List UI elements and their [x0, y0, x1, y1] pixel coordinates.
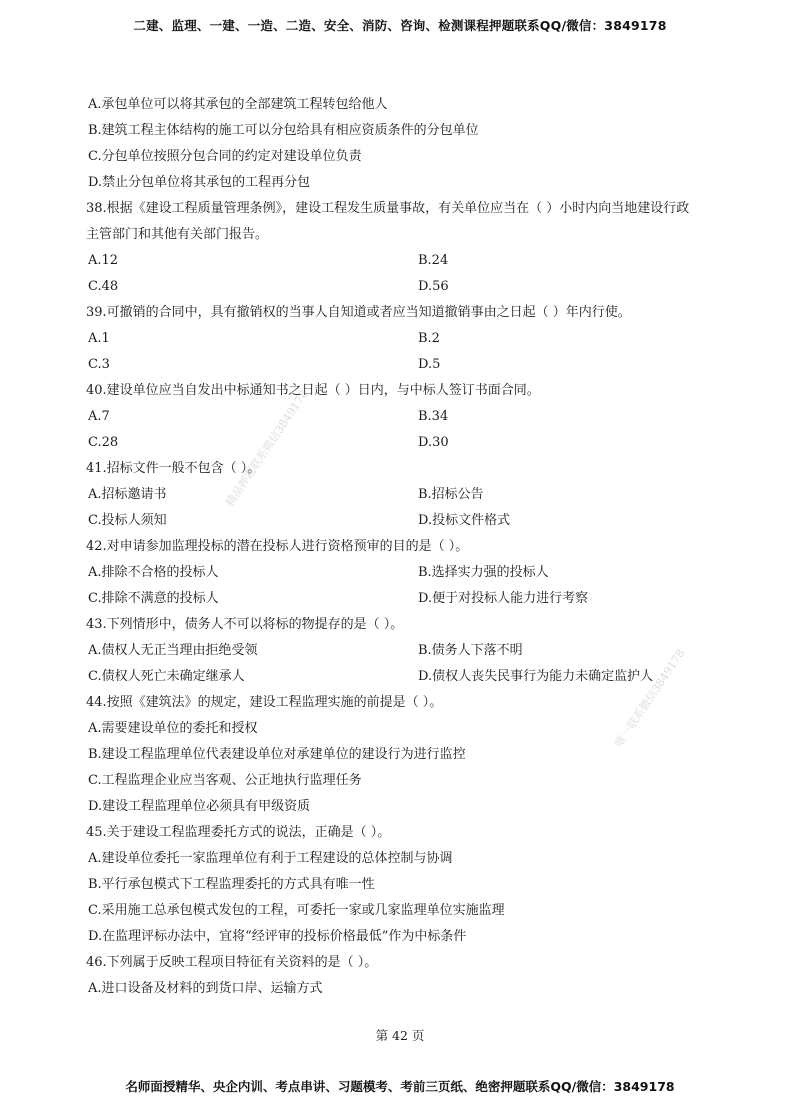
- question-text: 46.下列属于反映工程项目特征有关资料的是（ ）。: [86, 955, 378, 970]
- option-row: [86, 248, 746, 274]
- option-text: A.7: [88, 409, 110, 424]
- option-text: D.5: [418, 357, 441, 372]
- option-text: D.建设工程监理单位必须具有甲级资质: [88, 799, 311, 814]
- option-text: D.禁止分包单位将其承包的工程再分包: [88, 175, 311, 190]
- option-text: A.建设单位委托一家监理单位有利于工程建设的总体控制与协调: [88, 851, 453, 866]
- option-text: A.1: [88, 331, 110, 346]
- option-text: C.债权人死亡未确定继承人: [88, 669, 245, 684]
- option-text: C.分包单位按照分包合同的约定对建设单位负责: [88, 149, 362, 164]
- option-row: [86, 274, 746, 300]
- option-text: B.24: [418, 253, 449, 268]
- option-text: D.56: [418, 279, 449, 294]
- question-text: 40.建设单位应当自发出中标通知书之日起（ ）日内，与中标人签订书面合同。: [86, 383, 540, 398]
- option-text: A.需要建设单位的委托和授权: [88, 721, 258, 736]
- option-text: B.招标公告: [418, 487, 484, 502]
- option-text: D.投标文件格式: [418, 513, 511, 528]
- watermark: 唯一联系微信3849178: [612, 646, 688, 750]
- option-row: [86, 508, 746, 534]
- page-footer: 名师面授精华、央企内训、考点串讲、习题模考、考前三页纸、绝密押题联系QQ/微信：3849178: [125, 1079, 675, 1094]
- question-text: 45.关于建设工程监理委托方式的说法，正确是（ ）。: [86, 825, 391, 840]
- option-text: C.投标人须知: [88, 513, 167, 528]
- option-text: D.便于对投标人能力进行考察: [418, 591, 589, 606]
- option-text: B.平行承包模式下工程监理委托的方式具有唯一性: [88, 877, 375, 892]
- question-text: 主管部门和其他有关部门报告。: [86, 227, 269, 242]
- option-text: A.排除不合格的投标人: [88, 565, 219, 580]
- option-text: C.3: [88, 357, 110, 372]
- option-text: B.建筑工程主体结构的施工可以分包给具有相应资质条件的分包单位: [88, 123, 479, 138]
- option-row: [86, 664, 746, 690]
- option-row: [86, 430, 746, 456]
- option-text: C.采用施工总承包模式发包的工程，可委托一家或几家监理单位实施监理: [88, 903, 505, 918]
- option-row: [86, 352, 746, 378]
- option-text: B.选择实力强的投标人: [418, 565, 549, 580]
- option-row: [86, 404, 746, 430]
- option-row: [86, 560, 746, 586]
- option-text: C.排除不满意的投标人: [88, 591, 219, 606]
- option-text: B.2: [418, 331, 440, 346]
- question-text: 39.可撤销的合同中，具有撤销权的当事人自知道或者应当知道撤销事由之日起（ ）年内行使。: [86, 305, 631, 320]
- option-text: C.工程监理企业应当客观、公正地执行监理任务: [88, 773, 362, 788]
- option-text: A.债权人无正当理由拒绝受领: [88, 643, 258, 658]
- option-row: [86, 586, 746, 612]
- question-text: 44.按照《建筑法》的规定，建设工程监理实施的前提是（ ）。: [86, 695, 443, 710]
- option-text: D.在监理评标办法中，宜将“经评审的投标价格最低”作为中标条件: [88, 929, 467, 944]
- page-number: 第 42 页: [375, 1028, 425, 1043]
- option-text: D.债权人丧失民事行为能力未确定监护人: [418, 669, 654, 684]
- question-text: 42.对申请参加监理投标的潜在投标人进行资格预审的目的是（ ）。: [86, 539, 469, 554]
- option-text: C.48: [88, 279, 119, 294]
- watermark: 精品押题联系微信3849178: [223, 387, 311, 509]
- option-text: B.34: [418, 409, 449, 424]
- question-text: 38.根据《建设工程质量管理条例》，建设工程发生质量事故，有关单位应当在（ ）小时内向当地建设行政: [86, 201, 690, 216]
- option-text: D.30: [418, 435, 449, 450]
- option-text: A.进口设备及材料的到货口岸、运输方式: [88, 981, 323, 996]
- option-row: [86, 638, 746, 664]
- option-row: [86, 482, 746, 508]
- question-text: 41.招标文件一般不包含（ ）。: [86, 461, 261, 476]
- document-body: [86, 92, 746, 1002]
- option-text: A.招标邀请书: [88, 487, 167, 502]
- page-header: 二建、监理、一建、一造、二造、安全、消防、咨询、检测课程押题联系QQ/微信：3849178: [133, 18, 667, 33]
- option-text: C.28: [88, 435, 119, 450]
- option-text: B.债务人下落不明: [418, 643, 523, 658]
- option-row: [86, 326, 746, 352]
- option-text: A.承包单位可以将其承包的全部建筑工程转包给他人: [88, 97, 388, 112]
- option-text: A.12: [88, 253, 119, 268]
- option-text: B.建设工程监理单位代表建设单位对承建单位的建设行为进行监控: [88, 747, 466, 762]
- question-text: 43.下列情形中，债务人不可以将标的物提存的是（ ）。: [86, 617, 404, 632]
